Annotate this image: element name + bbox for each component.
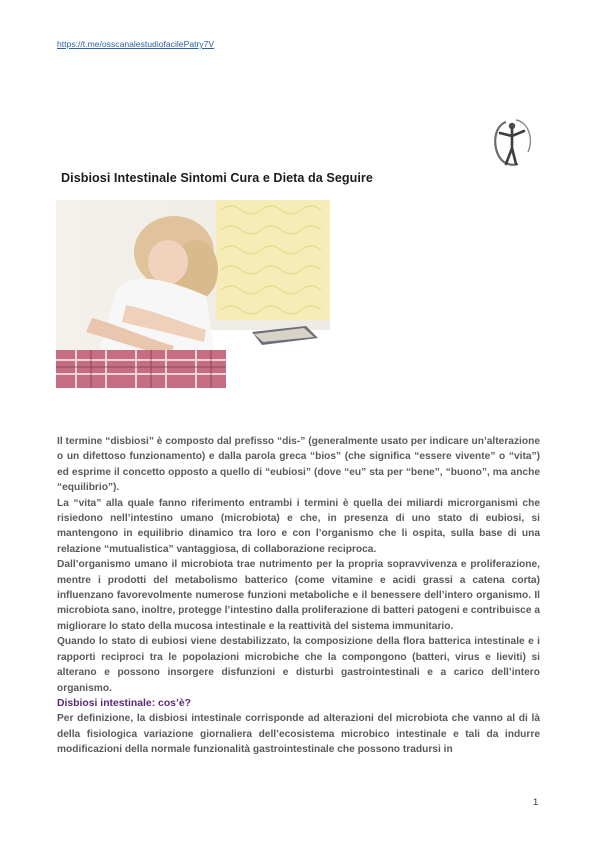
paragraph: Per definizione, la disbiosi intestinale corrisponde ad alterazioni del microbiota che vanno al di là della fisiologica variazione giornaliera dell’ecosistema microbico intestinale e tali da indurre modificazioni della normale funzionalità gastrointestinale che possono tradursi in xyxy=(57,713,540,756)
woman-abdominal-pain-photo xyxy=(56,200,330,388)
section-heading: Disbiosi intestinale: cos’è? xyxy=(57,697,191,709)
article-body xyxy=(57,434,540,758)
paragraph: Dall’organismo umano il microbiota trae nutrimento per la propria sopravvivenza e proliferazione, mentre i prodotti del metabolismo batterico (come vitamine e acidi grassi a catena corta) influenzano favorevolmente numerose funzioni metaboliche e il benessere dell’intero organismo. Il microbiota sano, inoltre, protegge l’intestino dalla proliferazione di batteri patogeni e contribuisce a migliorare lo stato della mucosa intestinale e la reattività del sistema immunitario. xyxy=(57,559,540,632)
paragraph: Quando lo stato di eubiosi viene destabilizzato, la composizione della flora batterica intestinale e i rapporti reciproci tra le popolazioni microbiche che la compongono (batteri, virus e lieviti) si alterano e possono insorgere disfunzioni e disturbi gastrointestinali e a carico dell’intero organismo. xyxy=(57,636,540,694)
document-title: Disbiosi Intestinale Sintomi Cura e Dieta da Seguire xyxy=(61,171,373,185)
vitruvian-figure-logo xyxy=(488,116,536,170)
telegram-link[interactable]: https://t.me/osscanalestudiofacilePatry7V xyxy=(57,39,215,49)
paragraph: La “vita” alla quale fanno riferimento entrambi i termini è quella dei miliardi microrganismi che risiedono nell’intestino umano (microbiota) e che, in presenza di uno stato di eubiosi, si mantengono in equilibrio dinamico tra loro e con l’organismo che li ospita, sulla base di una relazione “mutualistica” vantaggiosa, di collaborazione reciproca. xyxy=(57,497,540,555)
page-number: 1 xyxy=(533,797,539,808)
paragraph: Il termine “disbiosi” è composto dal prefisso “dis-” (generalmente usato per indicare un’alterazione o un difettoso funzionamento) e dalla parola greca “bios” (che significa “essere vivente” o “vita”) ed esprime il concetto opposto a quello di “eubiosi” (dove “eu” sta per “bene”, “buono”, ma anche “equilibrio”). xyxy=(57,436,540,494)
